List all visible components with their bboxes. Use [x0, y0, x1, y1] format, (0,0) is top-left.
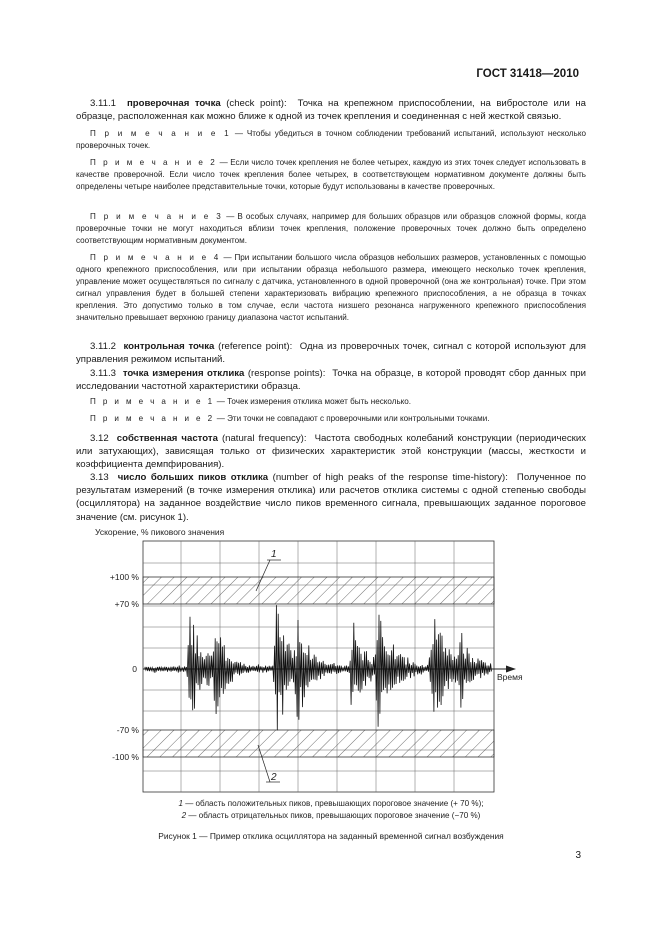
callout-2-label: 2 [271, 772, 277, 783]
response-signal [145, 605, 492, 730]
term-name: контрольная точка [123, 341, 215, 352]
page-number: 3 [575, 850, 581, 861]
legend-text: — область отрицательных пиков, превышающих пороговое значение (−70 %) [186, 811, 481, 820]
note-label: П р и м е ч а н и е 1 [90, 129, 231, 138]
tick-label-zero: 0 [132, 664, 137, 674]
term-english: (number of high peaks of the response time-history): [272, 472, 508, 483]
document-code: ГОСТ 31418—2010 [476, 68, 579, 80]
tick-label-minus-100: -100 % [112, 752, 139, 762]
y-axis-title: Ускорение, % пикового значения [95, 527, 225, 537]
note-label: П р и м е ч а н и е 4 [90, 253, 221, 262]
note-text: — Если число точек крепления не более четырех, каждую из этих точек следует использовать в качестве проверочной. Если число точек крепления более четырех, в соответствующем нормативном документе должны быть определены четыре наиболее представительные точки, которые будут использованы в качестве проверочных. [76, 158, 586, 191]
term-definition: Одна из проверочных точек, сигнал с которой используют для управления режимом испытаний. [76, 341, 586, 366]
term-english: (response points): [247, 368, 326, 379]
term-english: (reference point): [218, 341, 293, 352]
note-text: — Чтобы убедиться в точном соблюдении требований испытаний, используют несколько проверочных точек. [76, 129, 586, 150]
term-3-11-3 [76, 367, 586, 393]
legend-number: 2 [181, 811, 187, 820]
note-label: П р и м е ч а н и е 2 [90, 158, 218, 167]
term-3-13 [76, 471, 586, 524]
note-label: П р и м е ч а н и е 1 [90, 397, 215, 406]
term-number: 3.11.1 [90, 98, 116, 109]
term-3-12 [76, 432, 586, 472]
term-name: собственная частота [116, 433, 218, 444]
x-axis-title: Время [497, 672, 523, 682]
tick-label-plus-70: +70 % [114, 599, 139, 609]
negative-peak-region [143, 730, 494, 757]
tick-label-minus-70: -70 % [116, 725, 139, 735]
term-definition: Точка на образце, в которой проводят сбор данных при исследовании частотной характеристики образца. [76, 368, 586, 393]
note-text: — Точек измерения отклика может быть несколько. [214, 397, 412, 406]
term-number: 3.13 [90, 472, 109, 483]
note-text: — В особых случаях, например для больших образцов или образцов сложной формы, когда проверочные точки не могут находиться вблизи точек крепления, положение проверочных точек должно быть определено соответствующим нормативным документом. [76, 212, 586, 245]
term-number: 3.12 [90, 433, 109, 444]
callout-1-label: 1 [271, 549, 277, 560]
term-english: (natural frequency): [221, 433, 307, 444]
note-text: — При испытании большого числа образцов небольших размеров, установленных с помощью одного крепежного приспособления, или при испытании образца небольшого размера, имеющего несколько точек крепления, управление может осуществляться по сигналу с датчика, установленного в одной проверочной (она же контрольная) точке. При этом сигнал управления будет в большей степени характеризовать вибрацию крепежного приспособления, а не образца в точках крепления. Это допустимо только в том случае, если частота низшего резонанса нагруженного крепежного приспособления значительно превышает верхнюю границу диапазона частот испытаний. [76, 253, 586, 322]
note-2 [76, 157, 586, 193]
note-4 [76, 252, 586, 324]
legend-number: 1 [178, 799, 183, 808]
tick-label-plus-100: +100 % [109, 572, 139, 582]
term-definition: Полученное по результатам измерений (в точке измерения отклика) или расчетов отклика системы с одной степенью свободы (осциллятора) на заданное воздействие число пиков временного сигнала, превышающих заданное пороговое значение (см. рисунок 1). [76, 472, 586, 523]
term-number: 3.11.2 [90, 341, 116, 352]
term-definition: Точка на крепежном приспособлении, на вибростоле или на образце, расположенная как можно ближе к одной из точек крепления и соединенная с ней жесткой связью. [76, 98, 586, 123]
legend-1 [76, 799, 586, 808]
oscillator-response-figure [76, 524, 536, 794]
term-name: число больших пиков отклика [117, 472, 269, 483]
note-1 [76, 396, 586, 408]
note-label: П р и м е ч а н и е 2 [90, 414, 215, 423]
positive-peak-region [143, 577, 494, 604]
note-label: П р и м е ч а н и е 3 [90, 212, 224, 221]
note-3 [76, 211, 586, 247]
term-name: проверочная точка [126, 98, 221, 109]
term-english: (check point): [226, 98, 287, 109]
term-number: 3.11.3 [90, 368, 116, 379]
note-text: — Эти точки не совпадают с проверочными или контрольными точками. [214, 414, 490, 423]
note-2 [76, 413, 586, 425]
term-definition: Частота свободных колебаний конструкции (периодических или затухающих), зависящая только от физических характеристик этой конструкции (массы, жесткости и коэффициента демпфирования). [76, 433, 586, 471]
term-3-11-2 [76, 340, 586, 366]
term-name: точка измерения отклика [122, 368, 245, 379]
legend-2 [76, 811, 586, 820]
term-3-11-1 [76, 97, 586, 123]
legend-text: — область положительных пиков, превышающих пороговое значение (+ 70 %); [182, 799, 484, 808]
figure-caption: Рисунок 1 — Пример отклика осциллятора на заданный временной сигнал возбуждения [158, 831, 504, 841]
note-1 [76, 128, 586, 152]
